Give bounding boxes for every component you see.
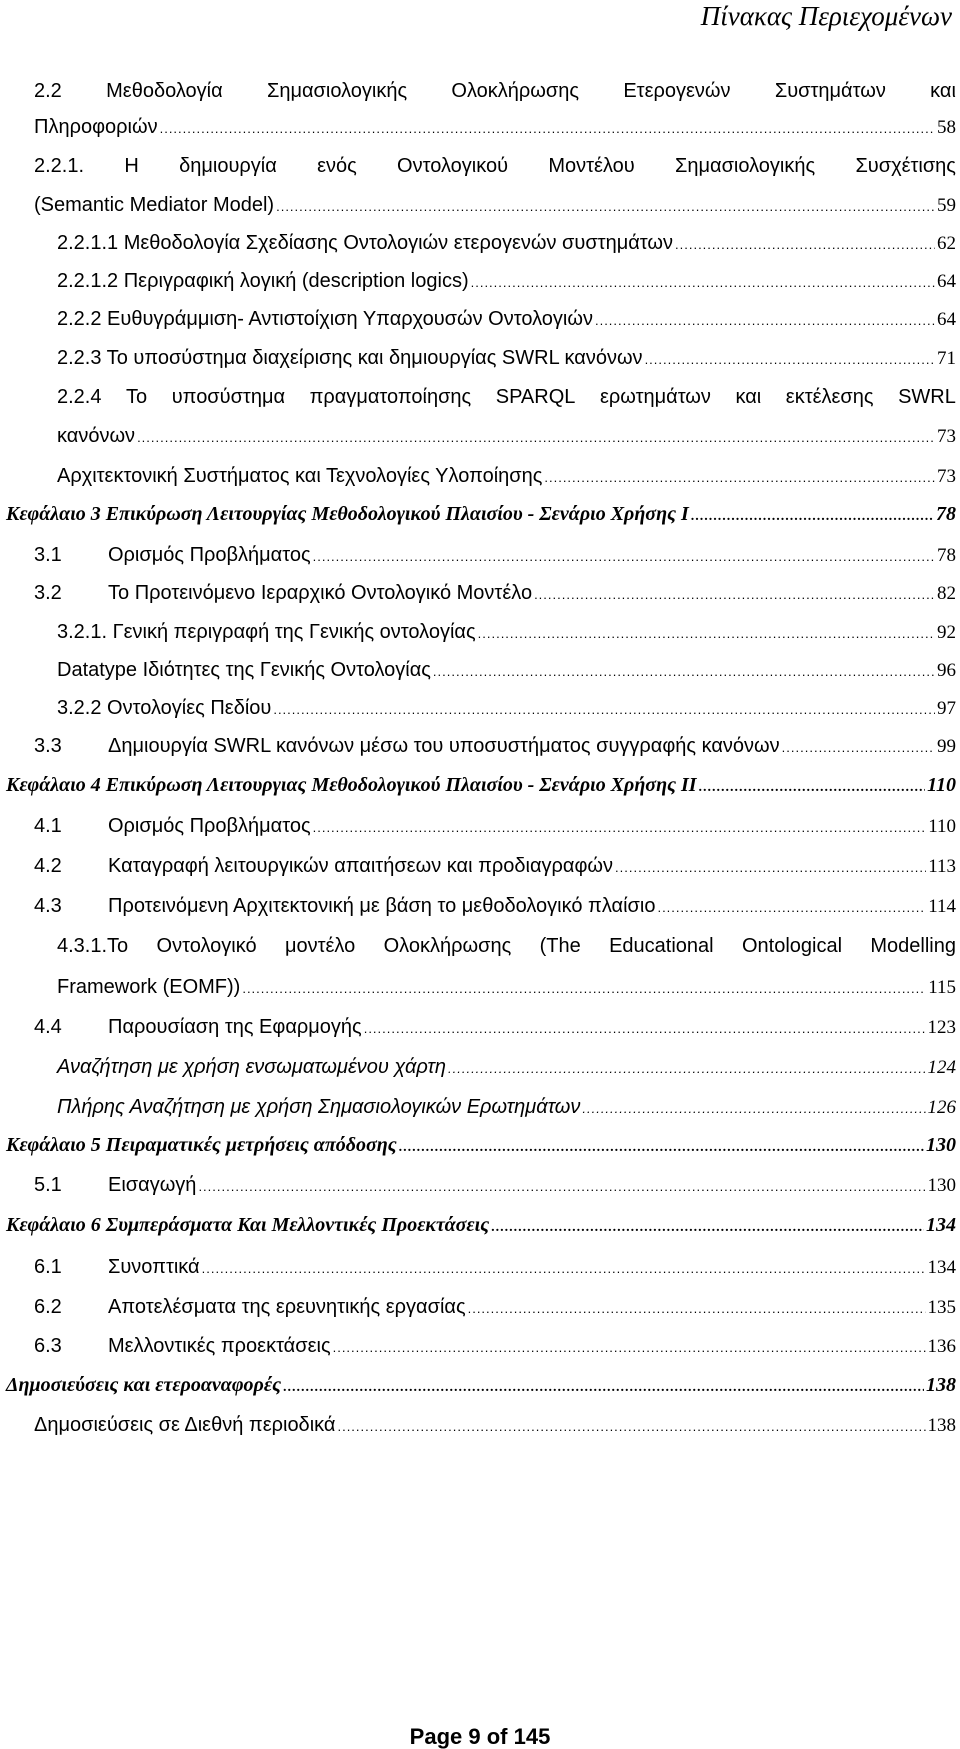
toc-chapter-4[interactable]: Κεφάλαιο 4 Επικύρωση Λειτουργιας Μεθοδολογικού Πλαισίου - Σενάριο Χρήσης ΙΙ ..... 110 — [6, 774, 956, 797]
toc-word: 2.2.1. — [34, 155, 85, 177]
toc-entry-4-2[interactable]: 4.2 Καταγραφή λειτουργικών απαιτήσεων και προδιαγραφών ..... 113 — [34, 855, 956, 878]
toc-word: 2.2.4 — [57, 386, 102, 408]
toc-entry-2-2-4-line2[interactable]: κανόνων ..... 73 — [57, 425, 956, 448]
toc-word: Ολοκλήρωσης — [451, 80, 580, 102]
toc-word: Μεθοδολογία — [106, 80, 223, 102]
toc-word: και — [735, 386, 762, 408]
toc-word: μοντέλο — [284, 935, 356, 957]
toc-word: Σημασιολογικής — [675, 155, 816, 177]
toc-chapter-5[interactable]: Κεφάλαιο 5 Πειραματικές μετρήσεις απόδοσης ..... 130 — [6, 1134, 956, 1157]
toc-word: πραγματοποίησης — [309, 386, 472, 408]
toc-entry-2-2-1-line1[interactable] — [34, 155, 956, 178]
toc-entry-4-1[interactable]: 4.1 Ορισμός Προβλήματος ..... 110 — [34, 815, 956, 838]
toc-chapter-6[interactable]: Κεφάλαιο 6 Συμπεράσματα Και Μελλοντικές Προεκτάσεις ..... 134 — [6, 1214, 956, 1237]
toc-word: Οντολογικό — [156, 935, 257, 957]
toc-entry-4-3-1-line2[interactable]: Framework (EOMF)) ..... 115 — [57, 976, 956, 999]
toc-entry-4-3-1-line1[interactable] — [57, 935, 956, 958]
toc-word: SPARQL — [495, 386, 576, 408]
toc-entry-6-2[interactable]: 6.2 Αποτελέσματα της ερευνητικής εργασίας ..... 135 — [34, 1296, 956, 1319]
toc-word: Educational — [609, 935, 714, 957]
toc-word: δημιουργία — [179, 155, 277, 177]
toc-word: ερωτημάτων — [599, 386, 711, 408]
toc-word: Συστημάτων — [774, 80, 886, 102]
toc-entry-datatype[interactable]: Datatype Ιδιότητες της Γενικής Οντολογίας ..... 96 — [57, 659, 956, 682]
toc-entry-3-1[interactable]: 3.1 Ορισμός Προβλήματος ..... 78 — [34, 544, 956, 567]
toc-word: Η — [124, 155, 139, 177]
toc-word: 2.2 — [34, 80, 62, 102]
toc-word: Ontological — [741, 935, 843, 957]
toc-word: SWRL — [898, 386, 956, 408]
toc-entry-6-3[interactable]: 6.3 Μελλοντικές προεκτάσεις ..... 136 — [34, 1335, 956, 1358]
toc-word: Ολοκλήρωσης — [383, 935, 512, 957]
toc-chapter-publications[interactable]: Δημοσιεύσεις και ετεροαναφορές ..... 138 — [6, 1374, 956, 1397]
toc-word: Σημασιολογικής — [266, 80, 408, 102]
toc-entry-3-2[interactable]: 3.2 Το Προτεινόμενο Ιεραρχικό Οντολογικό Μοντέλο ..... 82 — [34, 582, 956, 605]
toc-word: Οντολογικού — [397, 155, 509, 177]
page-footer: Page 9 of 145 — [409, 1724, 551, 1749]
toc-word: Μοντέλου — [548, 155, 635, 177]
toc-word: υποσύστημα — [171, 386, 286, 408]
toc-entry-2-2-line2[interactable]: Πληροφοριών ..... 58 — [34, 116, 956, 139]
toc-entry-4-4[interactable]: 4.4 Παρουσίαση της Εφαρμογής ..... 123 — [34, 1016, 956, 1039]
toc-word: Ετερογενών — [623, 80, 731, 102]
toc-entry-3-3[interactable]: 3.3 Δημιουργία SWRL κανόνων μέσω του υποσυστήματος συγγραφής κανόνων ..... 99 — [34, 735, 956, 758]
toc-entry-2-2-1-line2[interactable]: (Semantic Mediator Model) ..... 59 — [34, 194, 956, 217]
toc-entry-2-2-1-2[interactable]: 2.2.1.2 Περιγραφική λογική (description logics) ..... 64 — [57, 270, 956, 293]
toc-entry-2-2-1-1[interactable]: 2.2.1.1 Μεθοδολογία Σχεδίασης Οντολογιών ετερογενών συστημάτων ..... 62 — [57, 232, 956, 255]
toc-word: (The — [539, 935, 581, 957]
toc-entry-2-2-4-line1[interactable] — [57, 386, 956, 409]
toc-entry-intl-journals[interactable]: Δημοσιεύσεις σε Διεθνή περιοδικά ..... 138 — [34, 1414, 956, 1437]
toc-word: εκτέλεσης — [785, 386, 874, 408]
toc-entry-3-2-1[interactable]: 3.2.1. Γενική περιγραφή της Γενικής οντολογίας ..... 92 — [57, 621, 956, 644]
toc-word: 4.3.1.Το — [57, 935, 129, 957]
toc-entry-3-2-2[interactable]: 3.2.2 Οντολογίες Πεδίου ..... 97 — [57, 697, 956, 720]
toc-word: Συσχέτισης — [855, 155, 956, 177]
toc-entry-2-2-2[interactable]: 2.2.2 Ευθυγράμμιση- Αντιστοίχιση Υπαρχουσών Οντολογιών ..... 64 — [57, 308, 956, 331]
toc-entry-map-search[interactable]: Αναζήτηση με χρήση ενσωματωμένου χάρτη ..... 124 — [57, 1056, 956, 1079]
toc-word: ενός — [317, 155, 357, 177]
toc-word: και — [930, 80, 956, 102]
toc-entry-4-3[interactable]: 4.3 Προτεινόμενη Αρχιτεκτονική με βάση το μεθοδολογικό πλαίσιο ..... 114 — [34, 895, 956, 918]
toc-entry-6-1[interactable]: 6.1 Συνοπτικά ..... 134 — [34, 1256, 956, 1279]
toc-entry-semantic-search[interactable]: Πλήρης Αναζήτηση με χρήση Σημασιολογικών Ερωτημάτων ..... 126 — [57, 1096, 956, 1119]
toc-entry-5-1[interactable]: 5.1 Εισαγωγή ..... 130 — [34, 1174, 956, 1197]
toc-word: Modelling — [870, 935, 956, 957]
toc-word: Το — [126, 386, 148, 408]
toc-chapter-3[interactable]: Κεφάλαιο 3 Επικύρωση Λειτουργίας Μεθοδολογικού Πλαισίου - Σενάριο Χρήσης Ι ..... 78 — [6, 503, 956, 526]
toc-entry-2-2-3[interactable]: 2.2.3 Το υποσύστημα διαχείρισης και δημιουργίας SWRL κανόνων ..... 71 — [57, 347, 956, 370]
running-header: Πίνακας Περιεχομένων — [700, 1, 952, 31]
toc-entry-2-2-line1[interactable] — [34, 80, 956, 103]
toc-entry-architecture[interactable]: Αρχιτεκτονική Συστήματος και Τεχνολογίες Υλοποίησης ..... 73 — [57, 465, 956, 488]
